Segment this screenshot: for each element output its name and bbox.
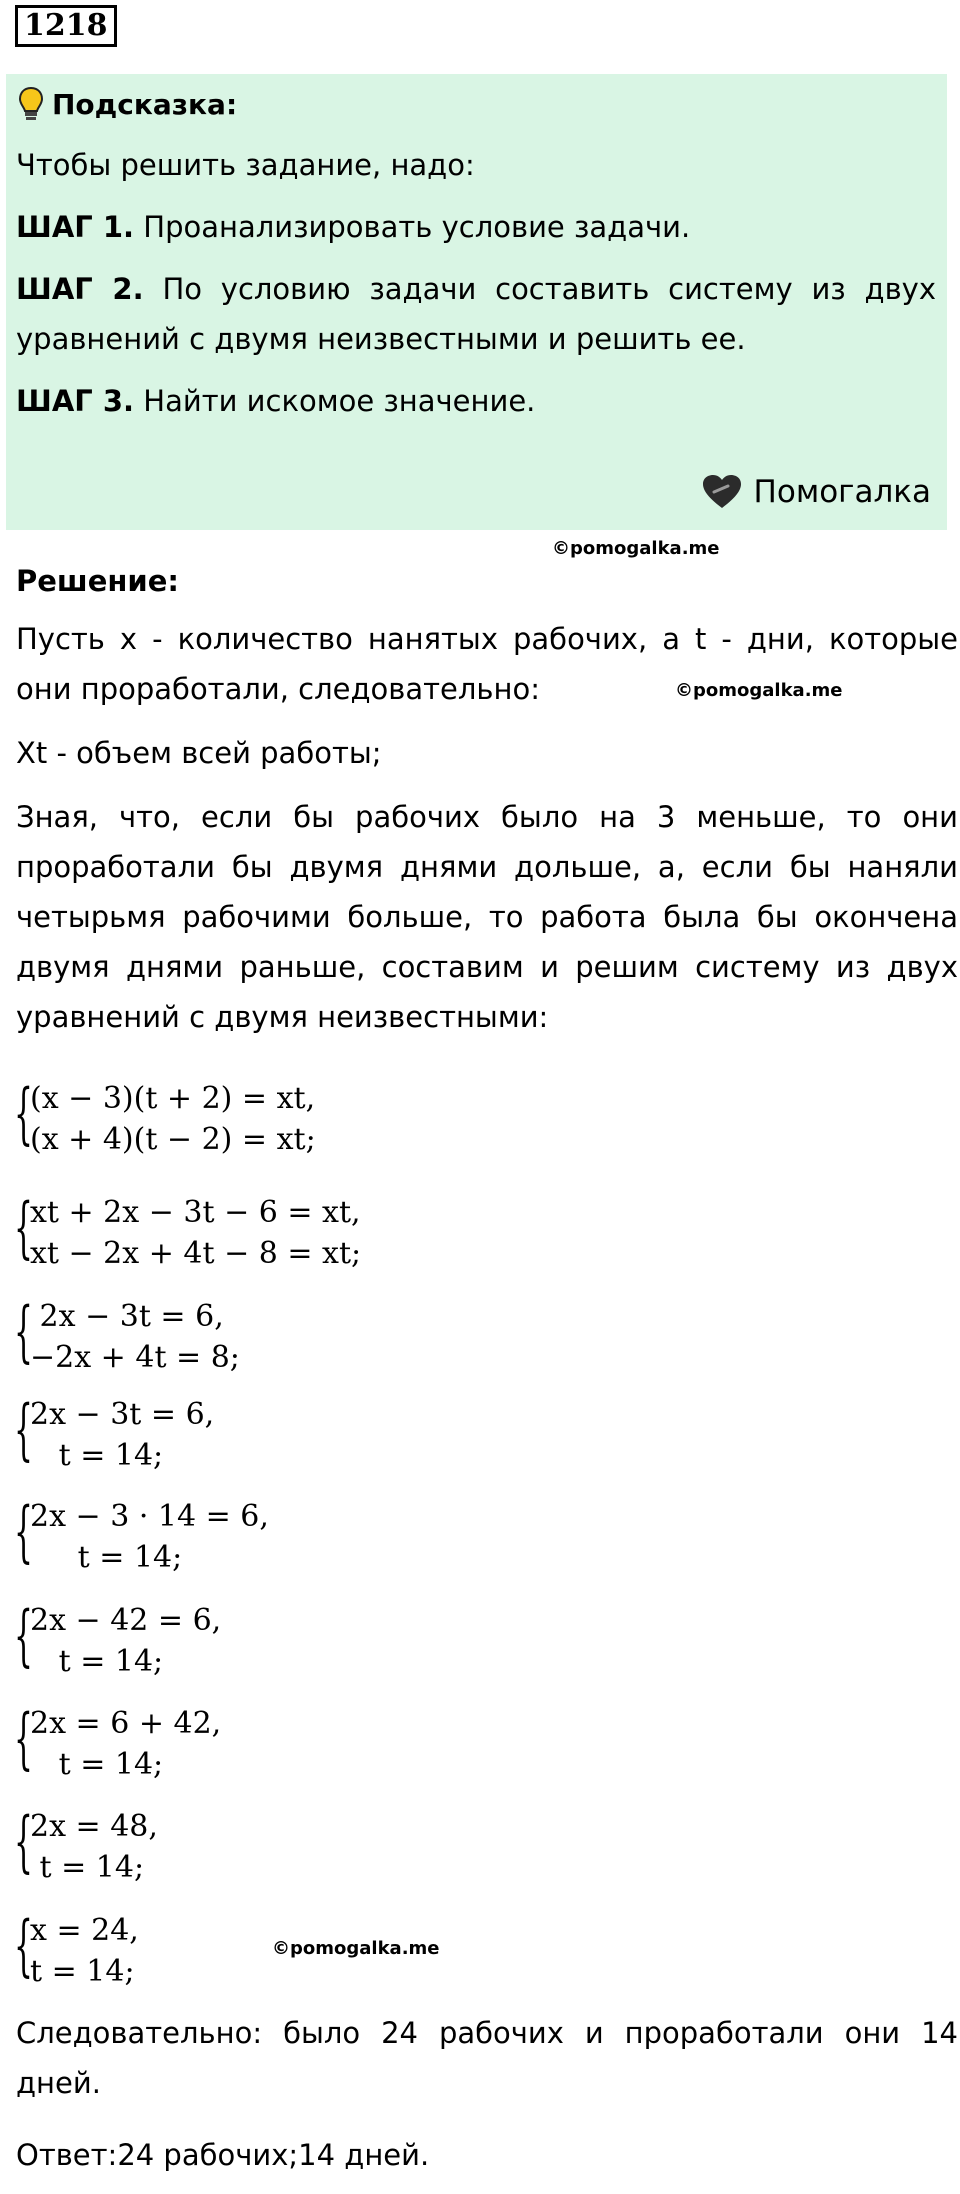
equation-system: { 2x − 3t = 6, −2x + 4t = 8; <box>14 1293 240 1375</box>
lightbulb-icon <box>18 86 44 122</box>
equation-system: { 2x − 3 · 14 = 6, t = 14; <box>14 1493 269 1575</box>
equation-system: { 2x = 6 + 42, t = 14; <box>14 1700 222 1782</box>
solution-reasoning: Зная, что, если бы рабочих было на 3 меньше, то они проработали бы двумя днями дольше, а, если бы наняли четырьмя рабочими больше, то работа была бы окончена двумя днями раньше, составим и решим систему из двух уравнений с двумя неизвестными: <box>16 800 958 1034</box>
hint-title: Подсказка: <box>18 86 237 122</box>
watermark: ©pomogalka.me <box>675 680 843 701</box>
solution-answer: Ответ:24 рабочих;14 дней. <box>16 2138 430 2172</box>
equation-system: { x = 24, t = 14; <box>14 1907 139 1989</box>
equation-system: { 2x − 3t = 6, t = 14; <box>14 1391 215 1473</box>
equation-system: { 2x − 42 = 6, t = 14; <box>14 1597 222 1679</box>
task-number: 1218 <box>15 5 117 47</box>
equation-system: { xt + 2x − 3t − 6 = xt, xt − 2x + 4t − 8 = xt; <box>14 1189 362 1271</box>
watermark: ©pomogalka.me <box>552 538 720 559</box>
brand-logo: Помогалка <box>702 474 931 510</box>
watermark: ©pomogalka.me <box>272 1938 440 1959</box>
hint-step-2: ШАГ 2. По условию задачи составить систему из двух уравнений с двумя неизвестными и решить ее. <box>16 272 936 356</box>
solution-conclusion: Следовательно: было 24 рабочих и проработали они 14 дней. <box>16 2016 958 2100</box>
solution-title: Решение: <box>16 564 180 598</box>
hint-step-3: ШАГ 3. Найти искомое значение. <box>16 384 536 418</box>
hint-box <box>6 74 947 530</box>
solution-intro: Пусть x - количество нанятых рабочих, а t - дни, которые они проработали, следовательно: <box>16 622 958 706</box>
heart-icon <box>702 474 742 510</box>
hint-step-1: ШАГ 1. Проанализировать условие задачи. <box>16 210 691 244</box>
equation-system: { 2x = 48, t = 14; <box>14 1803 158 1885</box>
equation-system: { (x − 3)(t + 2) = xt, (x + 4)(t − 2) = xt; <box>14 1075 316 1157</box>
solution-work-volume: Xt - объем всей работы; <box>16 736 382 770</box>
hint-intro: Чтобы решить задание, надо: <box>16 148 475 182</box>
